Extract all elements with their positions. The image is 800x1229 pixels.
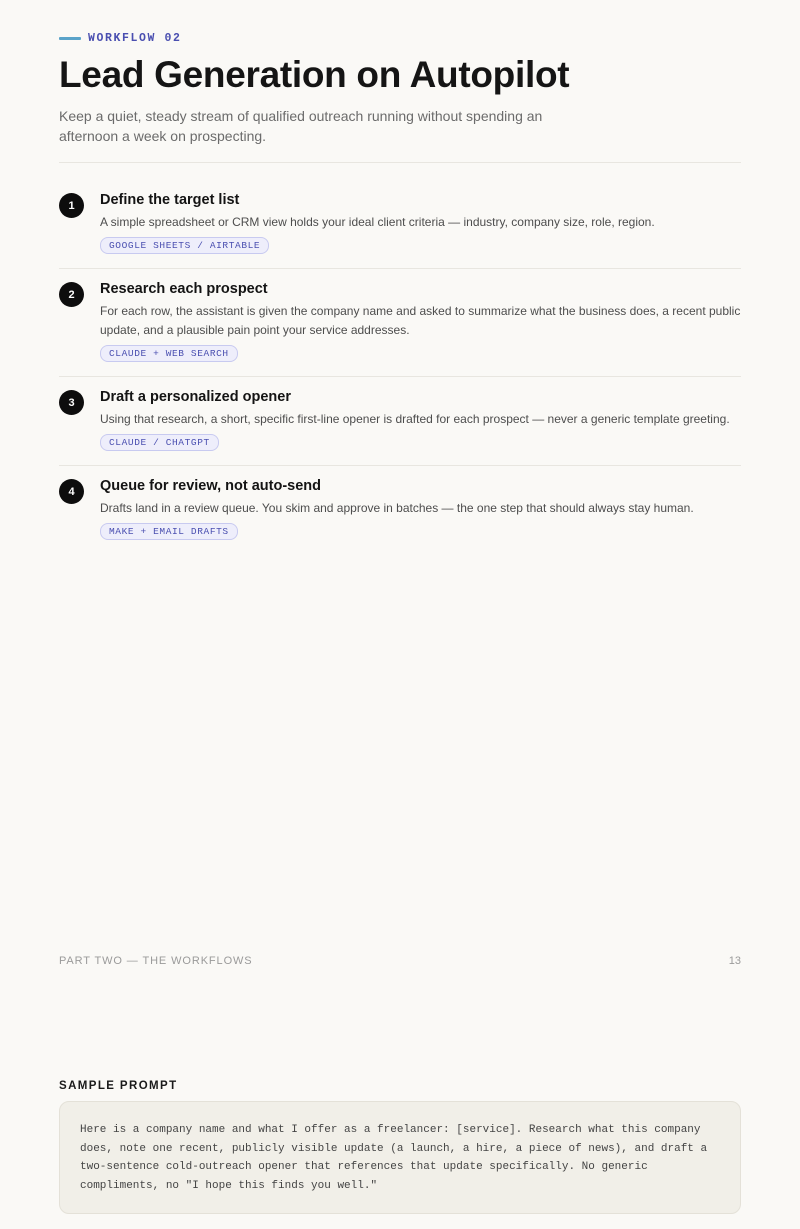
- eyebrow-label: WORKFLOW 02: [88, 32, 182, 45]
- step-description: Using that research, a short, specific first-line opener is drafted for each prospect — never a generic template greeting.: [100, 412, 730, 426]
- step-title: Research each prospect: [100, 281, 268, 297]
- step-description: For each row, the assistant is given the company name and asked to summarize what the business does, a recent public update, and a plausible pain point your service addresses.: [100, 304, 741, 337]
- header-divider: [59, 162, 741, 163]
- tool-tag: CLAUDE / CHATGPT: [100, 434, 219, 451]
- steps-list: [59, 180, 741, 554]
- step-number-badge: 4: [59, 479, 84, 504]
- step-description: A simple spreadsheet or CRM view holds your ideal client criteria — industry, company size, role, region.: [100, 215, 655, 229]
- step-number-badge: 3: [59, 390, 84, 415]
- step-title: Queue for review, not auto-send: [100, 478, 322, 494]
- page-subtitle: Keep a quiet, steady stream of qualified outreach running without spending an afternoon a week on prospecting.: [59, 108, 543, 144]
- step-title: Draft a personalized opener: [100, 389, 291, 405]
- sample-prompt-text: Here is a company name and what I offer as a freelancer: [service]. Research what this company does, note one recent, publicly visible update (a launch, a hire, a piece of news), and draft a two-sentence cold-outreach opener that references that update specifically. No generic compliments, no "I hope this finds you well.": [80, 1124, 708, 1192]
- page-title: Lead Generation on Autopilot: [59, 54, 570, 95]
- sample-prompt-label: SAMPLE PROMPT: [59, 1080, 178, 1092]
- eyebrow-accent-line: [59, 37, 81, 40]
- step-title: Define the target list: [100, 192, 240, 208]
- eyebrow: [59, 32, 182, 45]
- step-item: [59, 377, 741, 466]
- tool-tag: MAKE + EMAIL DRAFTS: [100, 523, 238, 540]
- step-number-badge: 2: [59, 282, 84, 307]
- step-description: Drafts land in a review queue. You skim and approve in batches — the one step that should always stay human.: [100, 501, 694, 515]
- step-item: [59, 180, 741, 269]
- footer-page-number: 13: [728, 955, 741, 967]
- tool-tag: GOOGLE SHEETS / AIRTABLE: [100, 237, 269, 254]
- step-item: [59, 269, 741, 377]
- sample-prompt-box: [59, 1101, 741, 1214]
- step-number-badge: 1: [59, 193, 84, 218]
- tool-tag: CLAUDE + WEB SEARCH: [100, 345, 238, 362]
- footer-section-label: PART TWO — THE WORKFLOWS: [59, 955, 253, 967]
- step-item: [59, 466, 741, 554]
